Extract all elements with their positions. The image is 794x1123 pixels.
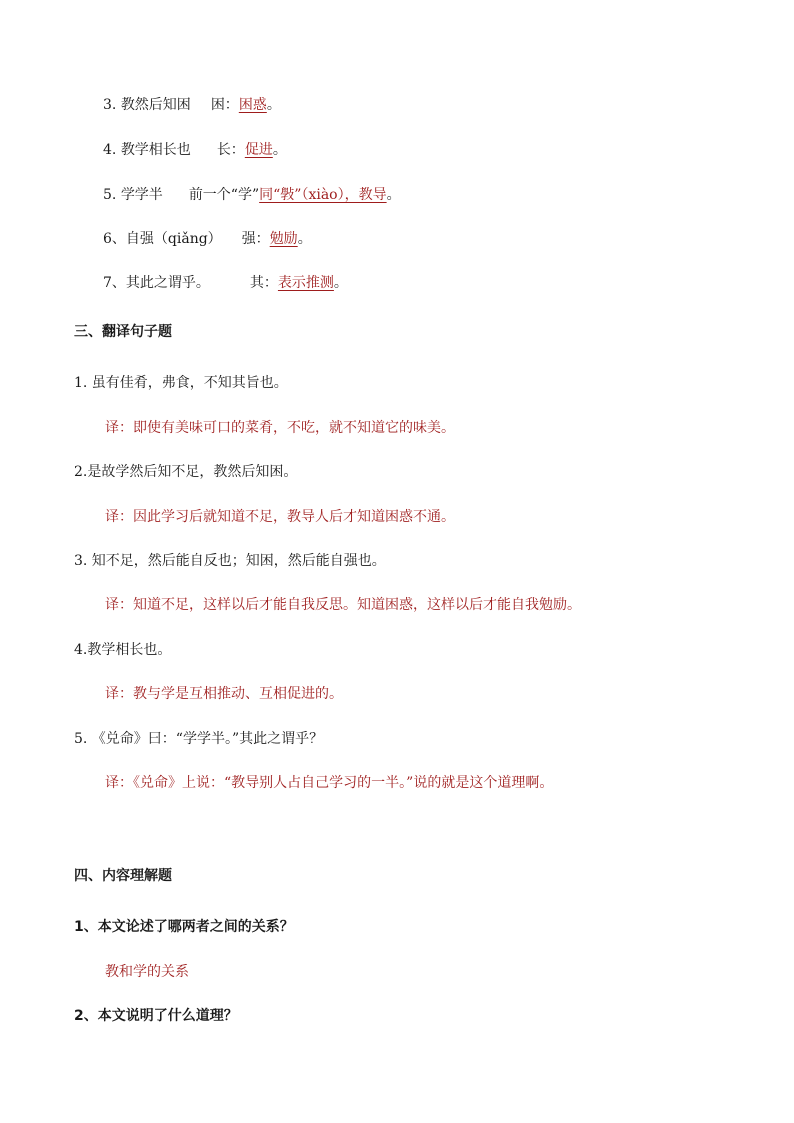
- vocab-line-7: [103, 274, 348, 292]
- vocab-key: 困：: [210, 97, 239, 113]
- vocab-key: 强：: [241, 231, 270, 247]
- vocab-line-3: [103, 96, 281, 114]
- comprehension-question-2: 2、本文说明了什么道理？: [74, 1008, 238, 1024]
- translation-answer-1: 译：即使有美味可口的菜肴，不吃，就不知道它的味美。: [105, 420, 455, 436]
- translation-question-3: 3. 知不足，然后能自反也；知困，然后能自强也。: [74, 553, 386, 569]
- vocab-end: 。: [266, 97, 281, 113]
- translation-answer-3: 译：知道不足，这样以后才能自我反思。知道困惑，这样以后才能自我勉励。: [105, 597, 581, 613]
- translation-answer-4: 译：教与学是互相推动、互相促进的。: [105, 686, 343, 702]
- vocab-phrase: 其此之谓乎。: [125, 275, 210, 291]
- vocab-phrase: 教学相长也: [120, 142, 191, 158]
- vocab-line-5: [103, 186, 401, 204]
- vocab-line-4: [103, 141, 287, 159]
- vocab-num: 6、: [103, 231, 126, 247]
- comprehension-answer-1: 教和学的关系: [105, 964, 189, 980]
- vocab-answer: 勉励: [269, 231, 298, 247]
- vocab-answer: 同“斅”（xiào），教导: [259, 187, 387, 203]
- vocab-end: 。: [333, 275, 348, 291]
- vocab-answer: 促进: [244, 142, 273, 158]
- translation-question-1: 1. 虽有佳肴，弗食，不知其旨也。: [74, 375, 288, 391]
- vocab-end: 。: [272, 142, 287, 158]
- vocab-num: 7、: [103, 275, 126, 291]
- vocab-end: 。: [386, 187, 401, 203]
- vocab-key: 前一个“学”: [188, 187, 260, 203]
- translation-answer-2: 译：因此学习后就知道不足，教导人后才知道困惑不通。: [105, 509, 455, 525]
- vocab-answer: 困惑: [238, 97, 267, 113]
- vocab-phrase: 学学半: [120, 187, 163, 203]
- comprehension-question-1: 1、本文论述了哪两者之间的关系？: [74, 919, 294, 935]
- vocab-answer: 表示推测: [277, 275, 334, 291]
- section-heading-translation: 三、翻译句子题: [74, 324, 172, 340]
- translation-answer-5: 译：《兑命》上说：“教导别人占自己学习的一半。”说的就是这个道理啊。: [105, 775, 554, 791]
- vocab-end: 。: [297, 231, 312, 247]
- section-heading-comprehension: 四、内容理解题: [74, 868, 172, 884]
- translation-question-5: 5. 《兑命》曰：“学学半。”其此之谓乎？: [74, 731, 324, 747]
- vocab-key: 其：: [249, 275, 278, 291]
- vocab-num: 5.: [103, 187, 117, 203]
- translation-question-4: 4.教学相长也。: [74, 642, 172, 658]
- vocab-phrase: 教然后知困: [120, 97, 191, 113]
- vocab-num: 4.: [103, 142, 117, 158]
- vocab-num: 3.: [103, 97, 117, 113]
- translation-question-2: 2.是故学然后知不足，教然后知困。: [74, 464, 298, 480]
- vocab-key: 长：: [216, 142, 245, 158]
- vocab-line-6: [103, 230, 312, 248]
- vocab-phrase: 自强（qiǎng）: [125, 231, 222, 247]
